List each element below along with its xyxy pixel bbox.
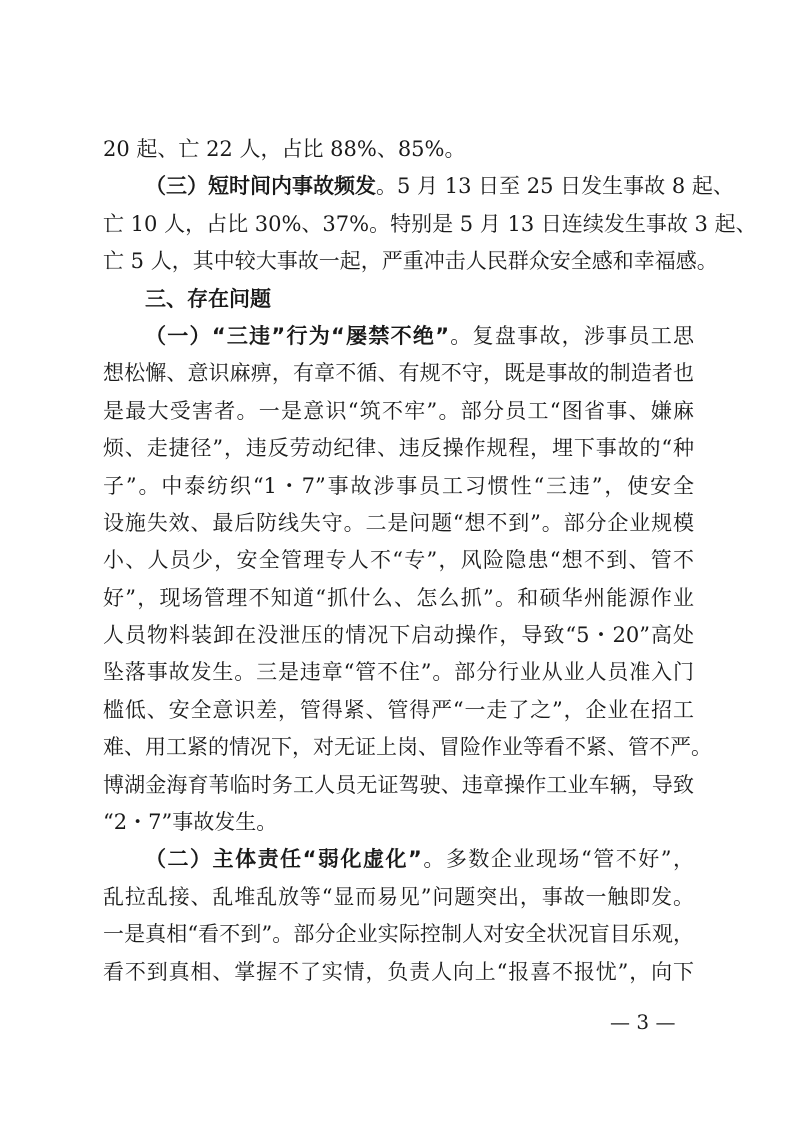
body-line-18: 博湖金海育苇临时务工人员无证驾驶、违章操作工业车辆，导致 xyxy=(103,772,694,797)
body-line-10: 子”。中泰纺织“1・7”事故涉事员工习惯性“三违”，使安全 xyxy=(103,473,694,498)
subheading-one: （一）“三违”行为“屡禁不绝” xyxy=(145,323,450,348)
body-line-9: 烦、走捷径”，违反劳动纪律、违反操作规程，埋下事故的“种 xyxy=(103,436,694,461)
section-heading: 三、存在问题 xyxy=(145,286,271,311)
body-line-13: 好”，现场管理不知道“抓什么、怎么抓”。和硕华州能源作业 xyxy=(103,585,694,610)
section-heading-line xyxy=(103,281,694,318)
body-line-3: 亡 10 人，占比 30%、37%。特别是 5 月 13 日连续发生事故 3 起、 xyxy=(103,211,757,236)
body-line-23: 看不到真相、掌握不了实情，负责人向上“报喜不报忧”，向下 xyxy=(103,959,694,984)
body-line-15: 坠落事故发生。三是违章“管不住”。部分行业从业人员准入门 xyxy=(103,660,694,685)
page-number: — 3 — xyxy=(610,1010,676,1034)
body-line-4: 亡 5 人，其中较大事故一起，严重冲击人民群众安全感和幸福感。 xyxy=(103,249,718,274)
body-line-19: “2・7”事故发生。 xyxy=(103,810,278,835)
body-line-14: 人员物料装卸在没泄压的情况下启动操作，导致“5・20”高处 xyxy=(103,623,694,648)
body-line-22: 一是真相“看不到”。部分企业实际控制人对安全状况盲目乐观， xyxy=(103,922,694,947)
body-line-12: 小、人员少，安全管理专人不“专”，风险隐患“想不到、管不 xyxy=(103,548,694,573)
subheading-three: （三）短时间内事故频发 xyxy=(145,174,376,199)
body-line-17: 难、用工紧的情况下，对无证上岗、冒险作业等看不紧、管不严。 xyxy=(103,735,712,760)
document-body xyxy=(103,131,757,991)
body-line-8: 是最大受害者。一是意识“筑不牢”。部分员工“图省事、嫌麻 xyxy=(103,398,694,423)
subheading-one-line: （一）“三违”行为“屡禁不绝”。复盘事故，涉事员工思 xyxy=(145,323,694,348)
body-line-1: 20 起、亡 22 人，占比 88%、85%。 xyxy=(103,137,466,161)
subheading-three-line: （三）短时间内事故频发。5 月 13 日至 25 日发生事故 8 起、 xyxy=(145,174,734,199)
body-line-16: 槛低、安全意识差，管得紧、管得严“一走了之”，企业在招工 xyxy=(103,697,694,722)
subheading-two-line: （二）主体责任“弱化虚化”。多数企业现场“管不好”， xyxy=(145,847,694,872)
body-line-7: 想松懈、意识麻痹，有章不循、有规不守，既是事故的制造者也 xyxy=(103,361,694,386)
body-line-11: 设施失效、最后防线失守。二是问题“想不到”。部分企业规模 xyxy=(103,510,694,535)
subheading-two: （二）主体责任“弱化虚化” xyxy=(145,847,422,872)
body-line-21: 乱拉乱接、乱堆乱放等“显而易见”问题突出，事故一触即发。 xyxy=(103,884,694,909)
